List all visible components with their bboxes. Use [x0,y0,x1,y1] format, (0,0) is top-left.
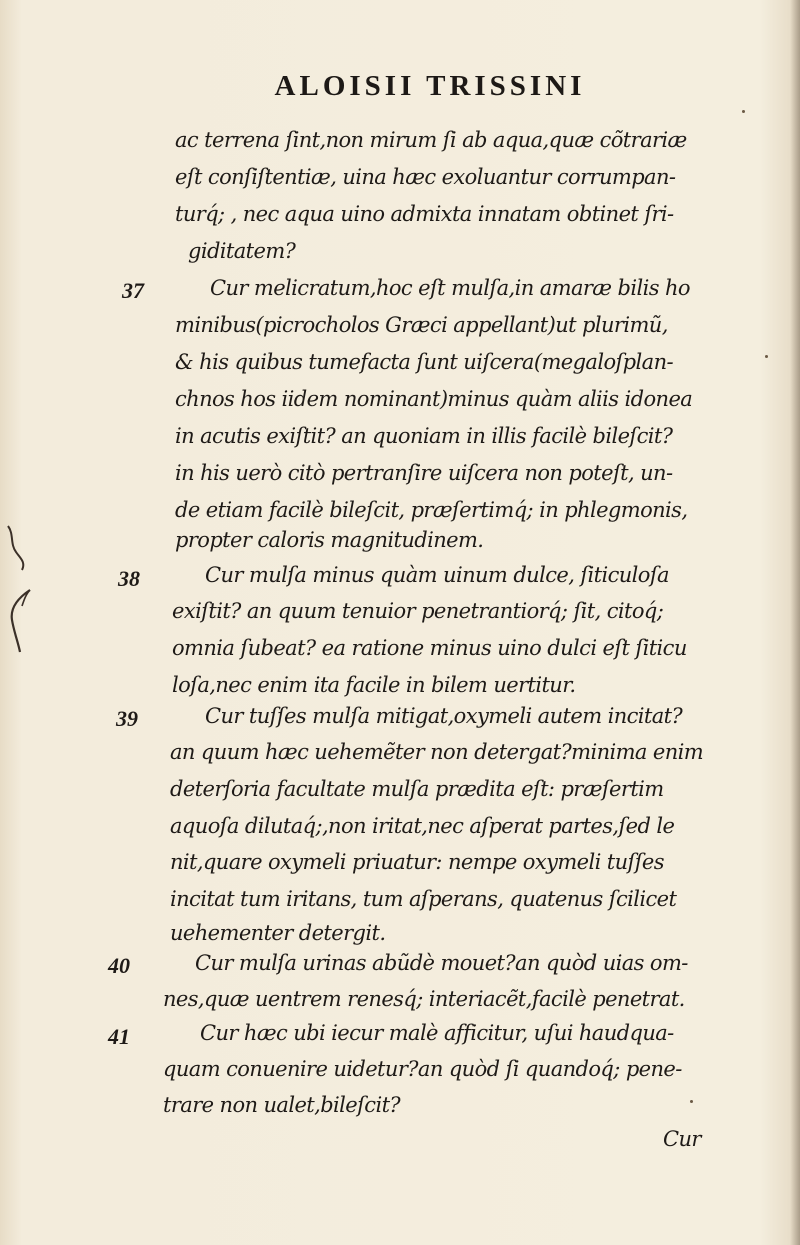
text-line: aquoſa dilutaq́;,non iritat,nec aſperat partes,ſed le [170,814,675,838]
paper-speck [765,355,768,358]
text-line: in his uerò citò pertranſire uiſcera non poteſt, un- [175,461,673,485]
text-line: Cur mulſa minus quàm uinum dulce, ſiticuloſa [205,563,669,587]
text-line: & his quibus tumefacta ſunt uiſcera(megaloſplan- [175,350,673,374]
text-line: exiſtit? an quum tenuior penetrantiorq́; ſit, citoq́; [172,599,664,623]
text-line: quam conuenire uidetur?an quòd ſi quandoq́; pene- [163,1057,682,1081]
text-line: Cur tuſſes mulſa mitigat,oxymeli autem incitat? [205,704,683,728]
text-line: nes,quæ uentrem renesq́; interiacẽt,facilè penetrat. [163,987,685,1011]
text-line: an quum hæc uehemẽter non detergat?minima enim [170,740,704,764]
text-line: nit,quare oxymeli priuatur: nempe oxymeli tuſſes [170,850,664,874]
text-line: trare non ualet,bileſcit? [163,1093,401,1117]
paper-speck [742,110,745,113]
paper-speck [690,1100,693,1103]
text-line: propter caloris magnitudinem. [175,528,484,552]
text-line: turq́; , nec aqua uino admixta innatam obtinet ſri- [175,202,674,226]
text-line: uehementer detergit. [170,921,386,945]
text-line: incitat tum iritans, tum aſperans, quatenus ſcilicet [170,887,677,911]
text-line: eſt conſiſtentiæ, uina hæc exoluantur corrumpan- [175,165,676,189]
text-line: chnos hos iidem nominant)minus quàm aliis idonea [175,387,693,411]
text-line: loſa,nec enim ita facile in bilem uertitur. [172,673,576,697]
text-line: giditatem? [188,239,296,263]
catchword: Cur [663,1127,701,1151]
section-number: 41 [108,1024,130,1049]
text-line: de etiam facilè bileſcit, præſertimq́; in phlegmonis, [175,498,688,522]
section-number: 37 [122,278,144,303]
text-line: Cur mulſa urinas abũdè mouet?an quòd uias om- [195,951,688,975]
text-line: Cur hæc ubi iecur malè afficitur, uſui haudqua- [200,1021,674,1045]
section-number: 38 [118,566,140,591]
section-number: 39 [116,706,138,731]
text-line: minibus(picrocholos Græci appellant)ut plurimũ, [175,313,668,337]
section-number: 40 [108,953,130,978]
text-line: in acutis exiſtit? an quoniam in illis facilè bileſcit? [175,424,673,448]
margin-pen-mark [0,520,40,660]
text-line: deterſoria facultate mulſa prædita eſt: præſertim [170,777,664,801]
text-line: omnia ſubeat? ea ratione minus uino dulci eſt ſiticu [172,636,687,660]
text-line: ac terrena ſint,non mirum ſi ab aqua,quæ cõtrariæ [175,128,687,152]
page-edge-shadow [790,0,800,1245]
running-head: ALOISII TRISSINI [274,70,586,102]
text-line: Cur melicratum,hoc eſt mulſa,in amaræ bilis ho [210,276,690,300]
